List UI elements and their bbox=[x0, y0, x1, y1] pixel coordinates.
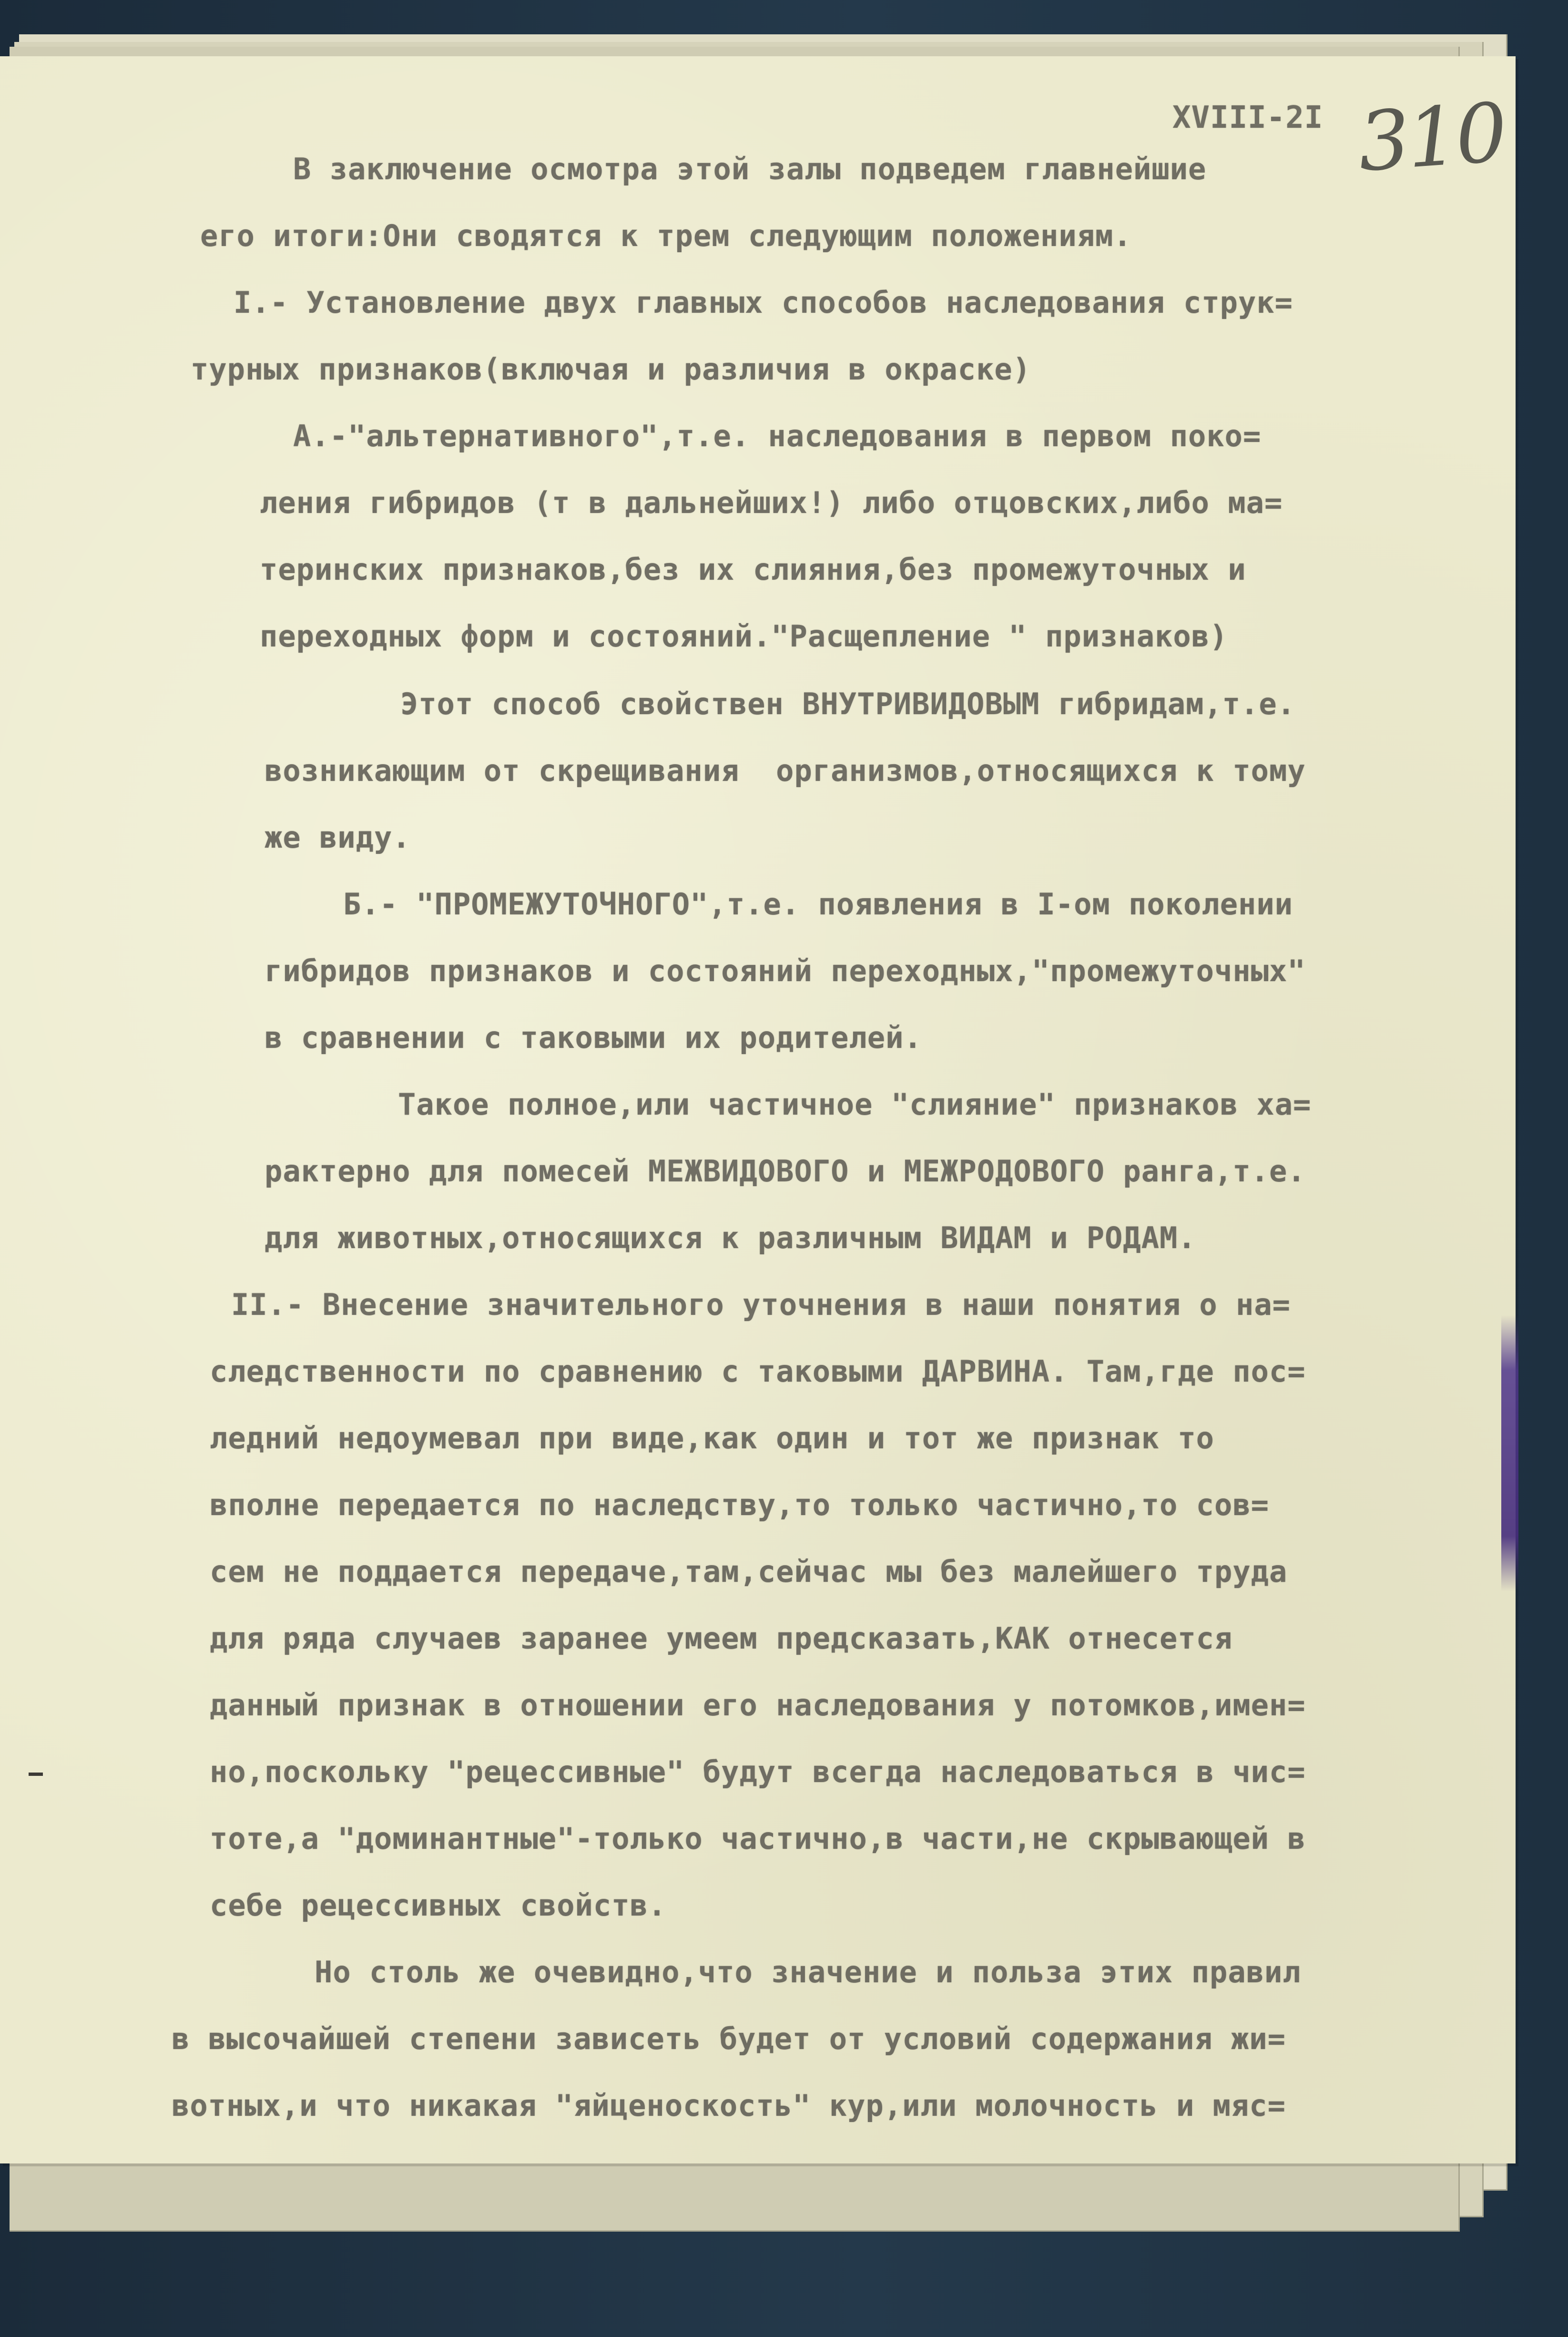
text-line: А.-"альтернативного",т.е. наследования в первом поко= bbox=[293, 419, 1262, 453]
text-line: для животных,относящихся к различным ВИДАМ и РОДАМ. bbox=[265, 1220, 1196, 1255]
text-line: Такое полное,или частичное "слияние" признаков ха= bbox=[398, 1087, 1312, 1122]
text-line: В заключение осмотра этой залы подведем главнейшие bbox=[293, 152, 1207, 186]
text-line: но,поскольку "рецессивные" будут всегда наследоваться в чис= bbox=[210, 1754, 1306, 1789]
margin-mark bbox=[29, 1773, 43, 1776]
text-line: его итоги:Они сводятся к трем следующим положениям. bbox=[200, 218, 1132, 253]
text-line: для ряда случаев заранее умеем предсказать,КАК отнесется bbox=[210, 1621, 1233, 1656]
text-line: сем не поддается передаче,там,сейчас мы без малейшего труда bbox=[210, 1554, 1288, 1589]
text-line: возникающим от скрещивания организмов,относящихся к тому bbox=[265, 753, 1306, 788]
page-code: XVIII-2I bbox=[1172, 100, 1324, 135]
text-line: же виду. bbox=[265, 820, 411, 855]
text-line: Но столь же очевидно,что значение и польза этих правил bbox=[315, 1955, 1301, 1989]
text-line: Этот способ свойствен ВНУТРИВИДОВЫМ гибридам,т.е. bbox=[400, 687, 1296, 721]
text-line: в сравнении с таковыми их родителей. bbox=[265, 1020, 922, 1055]
text-line: переходных форм и состояний."Расщепление " признаков) bbox=[260, 619, 1228, 654]
text-line: вотных,и что никакая "яйценоскость" кур,или молочность и мяс= bbox=[172, 2088, 1286, 2123]
text-line: следственности по сравнению с таковыми ДАРВИНА. Там,где пос= bbox=[210, 1354, 1306, 1389]
text-line: ления гибридов (т в дальнейших!) либо отцовских,либо ма= bbox=[260, 485, 1283, 520]
handwritten-folio-number: 310 bbox=[1355, 85, 1508, 190]
text-line: турных признаков(включая и различия в окраске) bbox=[191, 352, 1031, 387]
text-line: Б.- "ПРОМЕЖУТОЧНОГО",т.е. появления в I-ом поколении bbox=[343, 887, 1293, 922]
text-line: в высочайшей степени зависеть будет от условий содержания жи= bbox=[172, 2021, 1286, 2056]
text-line: II.- Внесение значительного уточнения в наши понятия о на= bbox=[231, 1287, 1291, 1322]
text-line: гибридов признаков и состояний переходных,"промежуточных" bbox=[265, 953, 1306, 988]
text-line: I.- Установление двух главных способов наследования струк= bbox=[234, 285, 1293, 320]
ink-stain bbox=[1501, 1315, 1518, 1591]
text-line: рактерно для помесей МЕЖВИДОВОГО и МЕЖРОДОВОГО ранга,т.е. bbox=[265, 1154, 1306, 1189]
text-line: теринских признаков,без их слияния,без промежуточных и bbox=[260, 552, 1246, 587]
text-line: ледний недоумевал при виде,как один и тот же признак то bbox=[210, 1421, 1214, 1456]
text-line: вполне передается по наследству,то только частично,то сов= bbox=[210, 1487, 1269, 1522]
text-line: себе рецессивных свойств. bbox=[210, 1888, 667, 1923]
text-line: тоте,а "доминантные"-только частично,в части,не скрывающей в bbox=[210, 1821, 1306, 1856]
text-line: данный признак в отношении его наследования у потомков,имен= bbox=[210, 1688, 1306, 1722]
